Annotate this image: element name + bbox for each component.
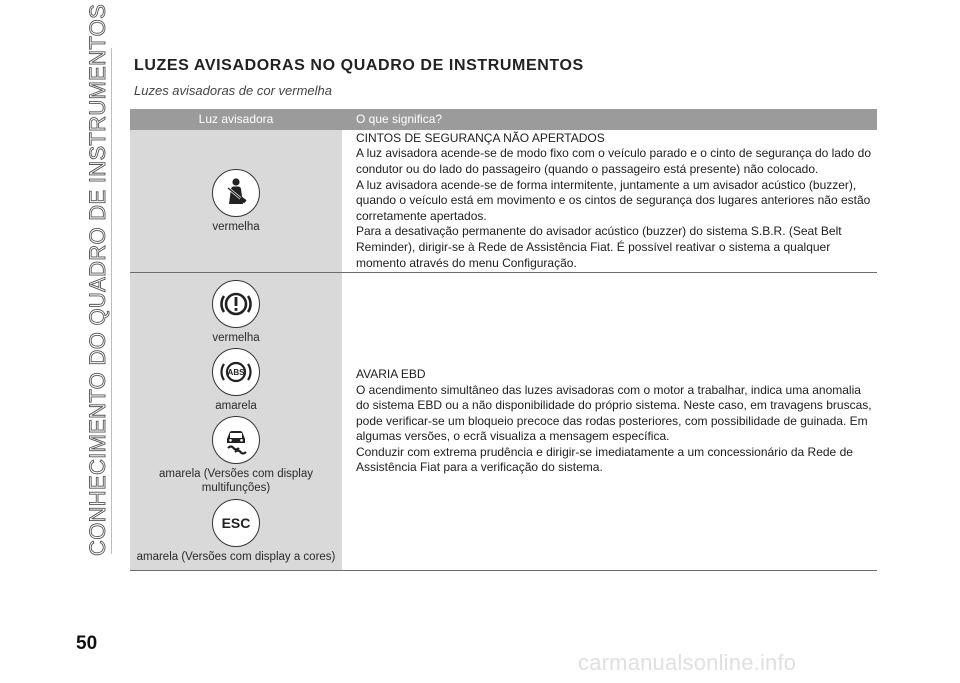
seatbelt-warning-icon xyxy=(212,169,260,217)
light-color-caption: amarela xyxy=(215,399,257,412)
abs-icon xyxy=(212,348,260,396)
warning-lights-table xyxy=(130,109,877,571)
section-sidebar-title: CONHECIMENTO DO QUADRO DE INSTRUMENTOS xyxy=(85,3,110,556)
page-number: 50 xyxy=(76,633,98,654)
table-row xyxy=(130,273,877,571)
meaning-cell xyxy=(342,130,877,272)
watermark: carmanualsonline.info xyxy=(578,650,797,675)
light-color-caption: amarela (Versões com display multifunções) xyxy=(158,467,314,494)
column-header-meaning: O que significa? xyxy=(356,112,443,126)
table-header xyxy=(130,109,877,130)
light-color-caption: vermelha xyxy=(212,331,260,344)
meaning-paragraph: A luz avisadora acende-se de forma intermitente, juntamente a um avisador acústico (buzzer), quando o veículo está em movimento e os cintos de segurança dos lugares anteriores não estão corretamente apertados. xyxy=(356,177,871,223)
meaning-paragraph: Para a desativação permanente do avisador acústico (buzzer) do sistema S.B.R. (Seat Belt Reminder), dirigir-se à Rede de Assistência Fiat. É possível reativar o sistema a qualquer momento através do menu Configuração. xyxy=(356,224,842,270)
meaning-paragraph: Conduzir com extrema prudência e dirigir-se imediatamente a um concessionário da Rede de Assistência Fiat para a verificação do sistema. xyxy=(356,444,853,475)
light-color-caption: vermelha xyxy=(212,220,260,233)
esc-icon xyxy=(212,499,260,547)
brake-warning-icon xyxy=(212,280,260,328)
page-heading: LUZES AVISADORAS NO QUADRO DE INSTRUMENTOS xyxy=(134,57,584,74)
table-row xyxy=(130,130,877,273)
warning-light-cell xyxy=(130,130,342,272)
page-subheading: Luzes avisadoras de cor vermelha xyxy=(134,83,332,98)
esc-icon-label: ESC xyxy=(221,514,251,531)
stability-control-icon xyxy=(212,416,260,464)
meaning-paragraph: A luz avisadora acende-se de modo fixo com o veículo parado e o cinto de segurança do lado do condutor ou do lado do passageiro (quando o passageiro está presente) não colocado. xyxy=(356,146,871,177)
sidebar-divider xyxy=(111,48,112,554)
meaning-cell xyxy=(342,273,877,570)
meaning-title: AVARIA EBD xyxy=(356,366,426,381)
meaning-title: CINTOS DE SEGURANÇA NÃO APERTADOS xyxy=(356,130,605,145)
abs-icon-label: ABS xyxy=(227,367,245,377)
light-color-caption: amarela (Versões com display a cores) xyxy=(136,550,336,563)
column-header-light: Luz avisadora xyxy=(198,112,274,126)
meaning-paragraph: O acendimento simultâneo das luzes avisadoras com o motor a trabalhar, indica uma anomalia do sistema EBD ou a não disponibilidade do próprio sistema. Neste caso, em travagens bruscas, pode verificar-se um bloqueio precoce das rodas posteriores, com possibilidade de guinada. Em algumas versões, o ecrã visualiza a mensagem específica. xyxy=(356,382,872,444)
warning-light-cell xyxy=(130,273,342,570)
